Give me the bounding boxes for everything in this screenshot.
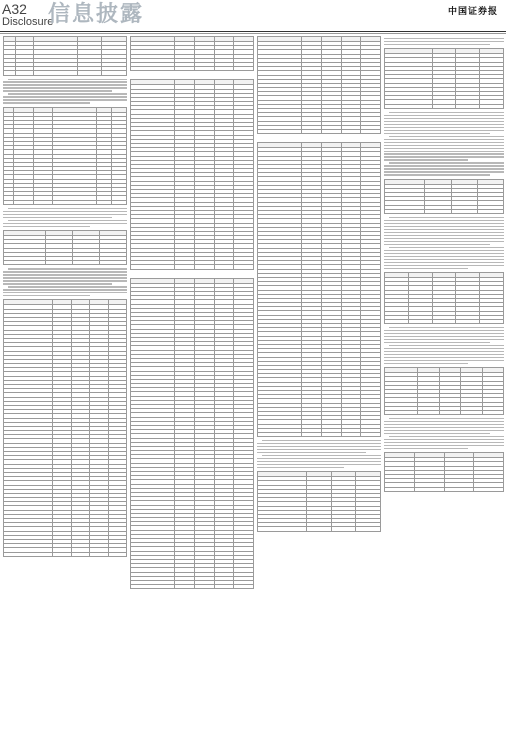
data-table	[130, 36, 254, 71]
column-4	[384, 36, 504, 742]
text-paragraph	[384, 217, 504, 269]
data-table	[3, 107, 127, 205]
unit-note	[257, 137, 381, 141]
text-paragraph	[384, 418, 504, 449]
text-paragraph	[384, 112, 504, 176]
section-title-en: Disclosure	[2, 16, 54, 28]
data-table	[3, 230, 127, 265]
page-code: A32	[2, 1, 27, 17]
data-table	[257, 36, 381, 134]
section-title-cn: 信息披露	[48, 2, 145, 27]
text-paragraph	[3, 268, 127, 296]
data-table	[384, 179, 504, 214]
data-table	[3, 36, 127, 76]
header-right	[448, 4, 498, 17]
column-3	[257, 36, 381, 742]
column-2	[130, 36, 254, 742]
text-paragraph	[3, 79, 127, 104]
data-table	[384, 48, 504, 108]
unit-note	[130, 74, 254, 78]
unit-note	[130, 273, 254, 277]
header-rule-thin	[0, 33, 506, 34]
data-table	[130, 79, 254, 269]
data-table	[3, 299, 127, 556]
masthead	[0, 0, 506, 32]
text-paragraph	[384, 327, 504, 364]
newspaper-logo: 中国证券报	[447, 7, 498, 17]
text-paragraph	[3, 208, 127, 227]
text-paragraph	[384, 38, 504, 45]
data-table	[130, 278, 254, 590]
data-table	[257, 471, 381, 531]
column-1	[3, 36, 127, 742]
header-rule	[0, 31, 506, 32]
text-paragraph	[257, 440, 381, 468]
data-table	[384, 367, 504, 415]
data-table	[257, 142, 381, 437]
data-table	[384, 272, 504, 324]
data-table	[384, 452, 504, 492]
